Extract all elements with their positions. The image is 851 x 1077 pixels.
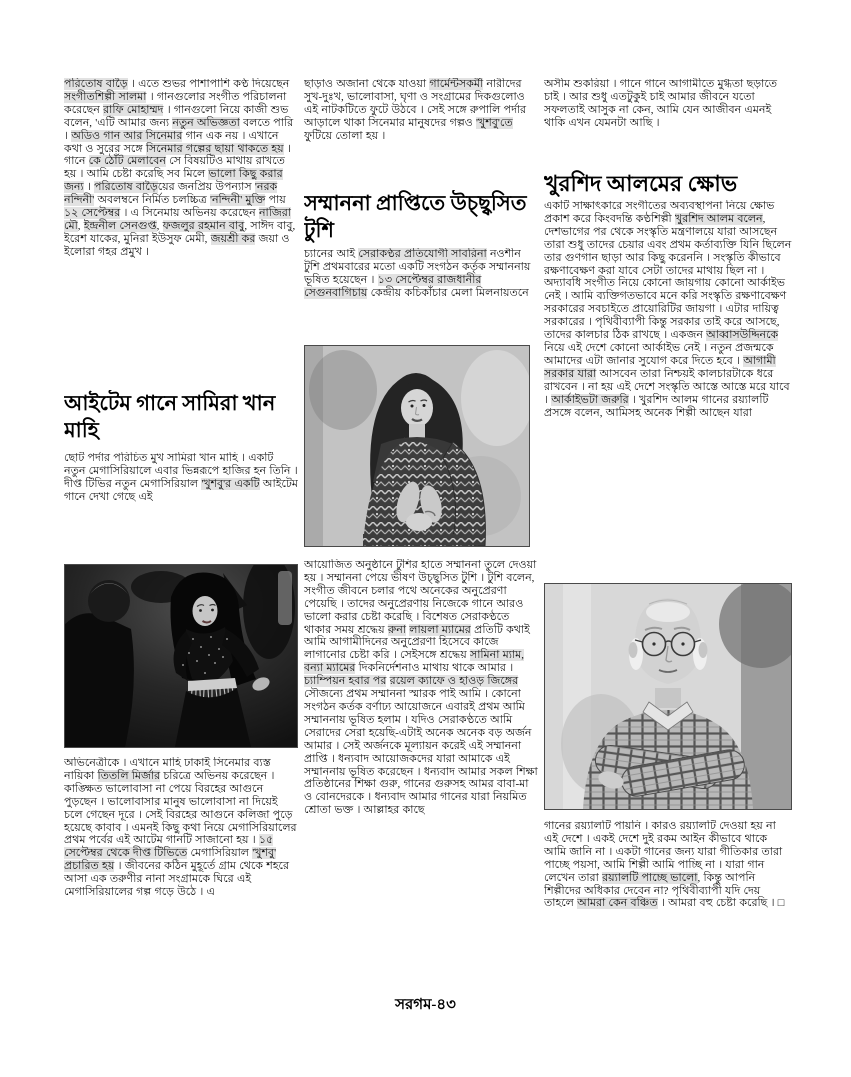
article-samira-intro-text: ছোট পর্দার পরিচিত মুখ সামিরা খান মাহি । একটি নতুন মেগাসিরিয়ালে এবার ভিন্নরূপে হাজির হন তিনি । দীপ্ত টিভির নতুন মেগাসিরিয়াল 'খুশবু'র একটি আইটেম গানে দেখা গেছে এই: [64, 452, 298, 503]
headline-tushi-honour: সম্মাননা প্রাপ্তিতে উচ্ছ্বসিত টুশি: [304, 191, 527, 242]
tushi-portrait-photo: [304, 345, 530, 547]
article-khurshid-interview-text: একটি সাক্ষাৎকারে সংগীতের অব্যবস্থাপনা নিয়ে ক্ষোভ প্রকাশ করে কিংবদন্তি কণ্ঠশিল্পী খুরশিদ আলম বলেন, দেশভাগের পর থেকে সংস্কৃতি মন্ত্রণালয়ে যারা আসছেন তারা শুধু তাদের চেয়ার এবং প্রথম কর্তাব্যক্তি যিনি ছিলেন তার গুণগান ছাড়া আর কিছু করেননি । সংস্কৃতি কীভাবে রক্ষণাবেক্ষণ করা যাবে সেটা তাদের মাথায় ছিল না । অদ্যাবধি সংগীত নিয়ে কোনো জায়গায় কোনো আর্কাইভ নেই । আমি ব্যক্তিগতভাবে মনে করি সংস্কৃতি রক্ষণাবেক্ষণ সরকারের সবচাইতে প্রায়োরিটির জায়গা । এটার দায়িত্ব সরকারের । পৃথিবীব্যাপী কিন্তু সরকার তাই করে আসছে, তাদের কালচার ঠিক রাখছে । একজন আব্বাসউদ্দিনকে নিয়ে এই দেশে কোনো আর্কাইভ নেই । নতুন প্রজন্মকে আমাদের এটা জানার সুযোগ করে দিতে হবে । আগামী সরকার যারা আসবেন তারা নিশ্চয়ই কালচারটাকে ধরে রাখবেন । না হয় এই দেশে সংস্কৃতি আস্তে আস্তে মরে যাবে । আর্কাইভটা জরুরি । খুরশিদ আলম গানের রয়্যালটি প্রসঙ্গে বলেন, আমিসহ অনেক শিল্পী আছেন যারা: [544, 200, 792, 419]
article-khurshid-royalty-text: গানের রয়্যালটি পায়নি । কারও রয়্যালটি দেওয়া হয় না এই দেশে । একই দেশে দুই রকম আইন কীভাবে থাকে আমি জানি না । একটা গানের জন্য যারা গীতিকার তারা পাচ্ছে পয়সা, আমি শিল্পী আমি পাচ্ছি না । যারা গান লেখেন তারা রয়্যালটি পাচ্ছে ভালো, কিন্তু আপনি শিল্পীদের অধিকার দেবেন না? পৃথিবীব্যাপী যদি দেয় তাহলে আমরা কেন বঞ্চিত । আমরা বহু চেষ্টা করেছি । □: [544, 820, 785, 910]
item-song-scene-illustration: [65, 565, 297, 747]
headline-khurshid-alam-anger: খুরশিদ আলমের ক্ষোভ: [544, 171, 738, 196]
item-song-scene-photo: [64, 564, 298, 748]
khurshid-alam-illustration: [545, 584, 791, 809]
article-samira-body-text: অভিনেত্রীকে । এখানে মাহি ঢাকাই সিনেমার ব্যস্ত নায়িকা তিতলি মির্জার চরিত্রে অভিনয় করেছেন । কাঙ্ক্ষিত ভালোবাসা না পেয়ে বিরহের আগুনে পুড়ছেন । ভালোবাসার মানুষ ভালোবাসা না দিয়েই চলে গেছেন দূরে । সেই বিরহের আগুনে কলিজা পুড়ে হয়েছে কাবাব । এমনই কিছু কথা নিয়ে মেগাসিরিয়ালের প্রথম পর্বের এই আটেম গানটি সাজানো হয় । ১৫ সেপ্টেম্বর থেকে দীপ্ত টিভিতে মেগাসিরিয়াল 'খুশবু' প্রচারিত হয় । জীবনের কঠিন মুহূর্তে গ্রাম থেকে শহরে আসা এক তরুণীর নানা সংগ্রামকে ঘিরে এই মেগাসিরিয়ালের গল্প গড়ে উঠে । এ: [64, 757, 297, 899]
headline-item-song-samira-khan-mahi: আইটেম গানে সামিরা খান মাহি: [64, 391, 276, 442]
tushi-portrait-illustration: [305, 346, 529, 546]
article-tushi-body-text: আয়োজিত অনুষ্ঠানে টুশির হাতে সম্মাননা তুলে দেওয়া হয় । সম্মাননা পেয়ে ভীষণ উচ্ছ্বসিত টুশি । টুশি বলেন, সংগীত জীবনে চলার পথে অনেকের অনুপ্রেরণা পেয়েছি । তাদের অনুপ্রেরণায় নিজেকে গানে আরও ভালো করার চেষ্টা করেছি । বিশেষত সেরাকণ্ঠতে থাকার সময় শ্রদ্ধেয় রুনা লায়লা ম্যামের প্রতিটি কথাই আমি আগামীদিনের অনুপ্রেরণা হিসেবে কাজে লাগানোর চেষ্টা করি । সেইসঙ্গে শ্রদ্ধেয় সামিনা ম্যাম, বন্যা ম্যামের দিকনির্দেশনাও মাথায় থাকে আমার । চ্যাম্পিয়ন হবার পর রয়েল ক্যাফে ও হাওড় জিঙ্গের সৌজন্যে প্রথম সম্মাননা স্মারক পাই আমি । কোনো সংগঠন কর্তক বর্ণাঢ্য আয়োজনে এবারই প্রথম আমি সম্মাননায় ভূষিত হলাম । যদিও সেরাকণ্ঠতে আমি সেরাদের সেরা হয়েছি-এটাই অনেক অনেক বড় অর্জন আমার । সেই অর্জনকে মূল্যায়ন করেই এই সম্মাননা প্রাপ্তি । ধন্যবাদ আয়োজকদের যারা আমাকে এই সম্মাননায় ভূষিত করেছেন । ধন্যবাদ আমার সকল শিক্ষা প্রতিষ্ঠানের শিক্ষা গুরু, গানের গুরুসহ আমর বাবা-মা ও বোনদেরকে । ধন্যবাদ আমার গানের যারা নিয়মিত শ্রোতা ভক্ত । আল্লাহর কাছে: [304, 559, 538, 817]
column-left: [64, 78, 298, 989]
column-right: [544, 78, 792, 989]
column-middle: [304, 78, 538, 989]
column-layout: [64, 78, 851, 989]
article-khushbu-continuation-text: ছাড়াও অজানা থেকে যাওয়া গার্মেন্টসকর্মী নারীদের সুখ-দুঃখ, ভালোবাসা, ঘৃণা ও সংগ্রামের দিকগুলোও এই নাটকটিতে ফুটে উঠবে । সেই সঙ্গে রুপালি পর্দার আড়ালে থাকা সিনেমার মানুষদের গল্পও 'খুশবু'তে ফুটিয়ে তোলা হয় ।: [304, 78, 527, 142]
khurshid-alam-photo: [544, 583, 792, 810]
article-nandini-continuation-text: পরিতোষ বাড়ৈ । এতে শুভর পাশাপাশি কণ্ঠ দিয়েছেন সংগীতশিল্পী সালমা । গানগুলোর সংগীত পরিচালনা করেছেন রাফি মোহাম্মদ । গানগুলো নিয়ে কাজী শুভ বলেন, 'এটি আমার জন্য নতুন অভিজ্ঞতা বলতে পারি । অডিও গান আর সিনেমার গান এক নয় । এখানে কথা ও সুরের সঙ্গে সিনেমার গল্পের ছায়া থাকতে হয় । গানে কে ঠোঁট মেলাবেন সে বিষয়টিও মাথায় রাখতে হয় । আমি চেষ্টা করেছি সব মিলে ভালো কিছু করার জন্য । পরিতোষ বাড়ৈয়ের জনপ্রিয় উপন্যাস 'নরক নন্দিনী' অবলম্বনে নির্মিত চলচ্চিত্র 'নন্দিনী' মুক্তি পায় ১২ সেপ্টেম্বর । এ সিনেমায় অভিনয় করেছেন নাজিরা মৌ, ইন্দ্রনীল সেনগুপ্ত, ফজলুর রহমান বাবু, সাঈদ বাবু, ইরেশ যাকের, মুনিরা ইউসুফ মেমী, জয়শ্রী কর জয়া ও ইলোরা গহর প্রমুখ ।: [64, 78, 296, 258]
page-number: সরগম-৪৩: [395, 997, 456, 1013]
article-tushi-ending-text: অসীম শুকরিয়া । গানে গানে আগামীতে মুগ্ধতা ছড়াতে চাই । আর শুধু এতটুকুই চাই আমার জীবনে যতো সফলতাই আসুক না কেন, আমি যেন আজীবন এমনই থাকি এখন যেমনটা আছি ।: [544, 78, 777, 129]
article-tushi-intro-text: চ্যানের আই সেরাকণ্ঠর প্রতিযোগী সাবরিনা নওশীন টুশি প্রথমবারের মতো একটি সংগঠন কর্তৃক সম্মাননায় ভূষিত হয়েছেন । ১৩ সেপ্টেম্বর রাজধানীর সেগুনবাগিচায় কেন্দ্রীয় কচিকাঁচার মেলা মিলনায়তনে: [304, 248, 531, 299]
